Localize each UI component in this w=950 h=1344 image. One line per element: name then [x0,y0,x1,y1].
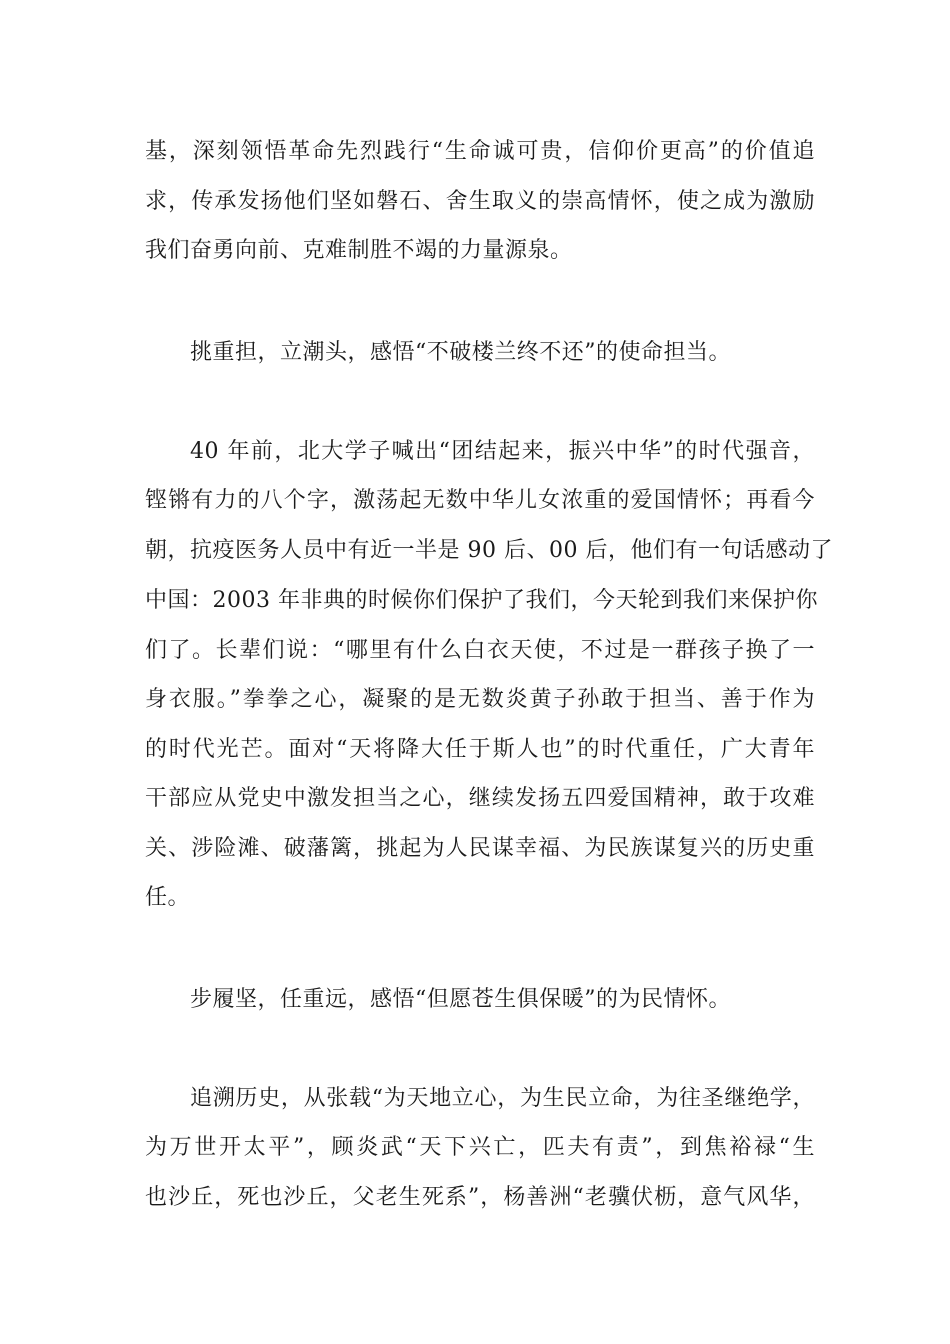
paragraph-line: 的时代光芒。面对“天将降大任于斯人也”的时代重任，广大青年 [145,737,815,762]
paragraph-line: 中国：2003 年非典的时候你们保护了我们，今天轮到我们来保护你 [145,588,818,613]
paragraph-line: 也沙丘，死也沙丘，父老生死系”，杨善洲“老骥伏枥，意气风华， [145,1185,815,1210]
section-heading: 挑重担，立潮头，感悟“不破楼兰终不还”的使命担当。 [190,340,731,365]
paragraph-line: 们了。长辈们说：“哪里有什么白衣天使，不过是一群孩子换了一 [145,638,815,663]
paragraph-line: 追溯历史，从张载“为天地立心，为生民立命，为往圣继绝学， [190,1086,815,1111]
paragraph-line: 干部应从党史中激发担当之心，继续发扬五四爱国精神，敢于攻难 [145,786,815,811]
paragraph-line: 求，传承发扬他们坚如磐石、舍生取义的崇高情怀，使之成为激励 [145,189,815,214]
paragraph-line: 关、涉险滩、破藩篱，挑起为人民谋幸福、为民族谋复兴的历史重 [145,836,815,861]
paragraph-line: 任。 [145,885,191,910]
section-heading: 步履坚，任重远，感悟“但愿苍生俱保暖”的为民情怀。 [190,987,731,1012]
paragraph-line: 基，深刻领悟革命先烈践行“生命诚可贵，信仰价更高”的价值追 [145,139,815,164]
paragraph-line: 身衣服。”拳拳之心，凝聚的是无数炎黄子孙敢于担当、善于作为 [145,687,815,712]
paragraph-line: 朝，抗疫医务人员中有近一半是 90 后、00 后，他们有一句话感动了 [145,538,833,563]
paragraph-line: 铿锵有力的八个字，激荡起无数中华儿女浓重的爱国情怀；再看今 [145,488,815,513]
paragraph-line: 40 年前，北大学子喊出“团结起来，振兴中华”的时代强音， [190,439,815,464]
paragraph-line: 我们奋勇向前、克难制胜不竭的力量源泉。 [145,238,573,263]
paragraph-line: 为万世开太平”，顾炎武“天下兴亡，匹夫有责”，到焦裕禄“生 [145,1135,815,1160]
